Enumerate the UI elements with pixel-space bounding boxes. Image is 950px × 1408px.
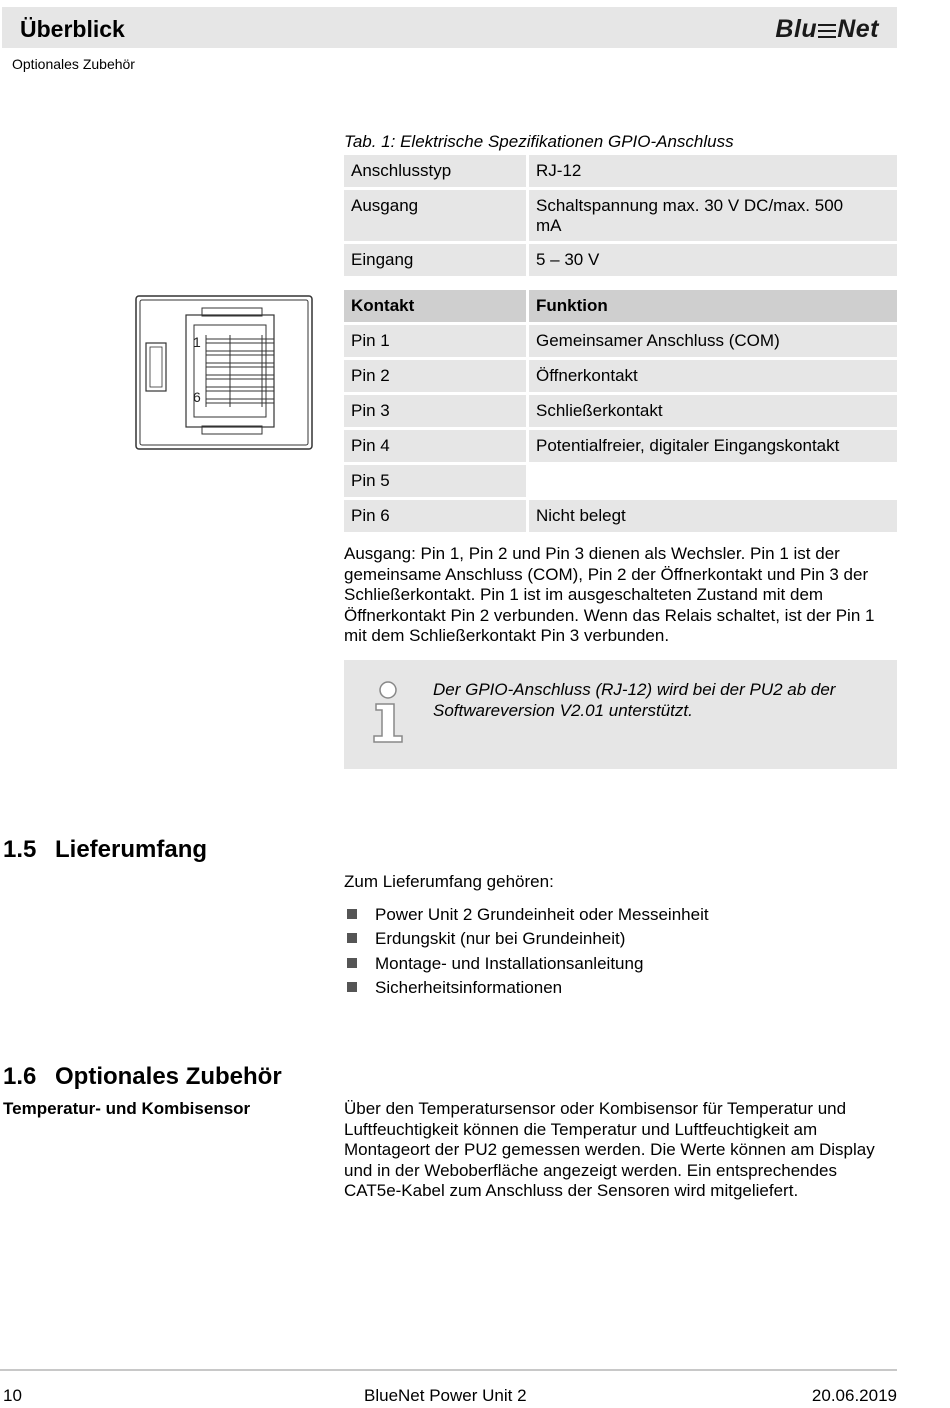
table-row [344, 244, 897, 276]
section-heading-1-5 [3, 836, 207, 864]
footer-divider [0, 1369, 897, 1371]
pin-cell: Pin 5 [344, 465, 526, 497]
list-item [344, 927, 709, 951]
page-subtitle: Optionales Zubehör [12, 56, 135, 72]
function-cell: Schließerkontakt [529, 395, 897, 427]
pin-cell: Pin 6 [344, 500, 526, 532]
logo-text-right: Net [837, 15, 879, 43]
table-cell-label: Ausgang [344, 190, 526, 241]
table-row [344, 360, 897, 392]
table-caption: Tab. 1: Elektrische Spezifikationen GPIO-Anschluss [344, 132, 734, 151]
table-row [344, 325, 897, 357]
table-row [344, 190, 897, 241]
section-title: Lieferumfang [55, 836, 208, 863]
sensor-description: Über den Temperatursensor oder Kombisensor für Temperatur und Luftfeuchtigkeit können die Temperatur und Luftfeuchtigkeit am Montageort der PU2 gemessen werden. Die Werte können am Display und in der Weboberfläche angezeigt werden. Ein entsprechendes CAT5e-Kabel zum Anschluss der Sensoren wird mitgeliefert. [344, 1099, 875, 1201]
pin-cell: Pin 4 [344, 430, 526, 462]
table-cell-value: Schaltspannung max. 30 V DC/max. 500 mA [529, 190, 897, 241]
table-row [344, 430, 897, 462]
info-note [344, 660, 897, 769]
table-header-row [344, 290, 897, 322]
table-cell-label: Eingang [344, 244, 526, 276]
note-text: Der GPIO-Anschluss (RJ-12) wird bei der PU2 ab der Softwareversion V2.01 unterstützt. [433, 680, 836, 720]
page-number: 10 [3, 1386, 22, 1405]
bullet-square-icon [347, 933, 357, 943]
logo-text-left: Blu [775, 15, 818, 43]
pin-label-1: 1 [193, 334, 201, 350]
function-cell: Öffnerkontakt [529, 360, 897, 392]
section-number: 1.6 [3, 1063, 37, 1090]
delivery-list [344, 903, 709, 1000]
table-row [344, 395, 897, 427]
function-cell: Gemeinsamer Anschluss (COM) [529, 325, 897, 357]
pin-cell: Pin 1 [344, 325, 526, 357]
function-cell: Nicht belegt [529, 500, 897, 532]
list-item-text: Erdungskit (nur bei Grundeinheit) [375, 929, 626, 949]
section-heading-1-6 [3, 1063, 282, 1091]
column-header-kontakt: Kontakt [344, 290, 526, 322]
table-cell-value: 5 – 30 V [529, 244, 897, 276]
column-header-funktion: Funktion [529, 290, 897, 322]
bluenet-logo [775, 15, 879, 44]
list-item-text: Sicherheitsinformationen [375, 977, 563, 997]
bullet-square-icon [347, 958, 357, 968]
bullet-square-icon [347, 909, 357, 919]
list-item [344, 952, 709, 976]
sensor-side-heading: Temperatur- und Kombisensor [3, 1099, 251, 1118]
footer-date: 20.06.2019 [811, 1386, 897, 1405]
page-title: Überblick [20, 16, 125, 42]
gpio-spec-table [344, 155, 897, 535]
table-row [344, 465, 897, 497]
output-description: Ausgang: Pin 1, Pin 2 und Pin 3 dienen als Wechsler. Pin 1 ist der gemeinsame Anschluss (COM), Pin 2 der Öffnerkontakt und Pin 3 der Schließerkontakt. Pin 1 ist im ausgeschalteten Zustand mit dem Öffnerkontakt Pin 2 verbunden. Wenn das Relais schaltet, ist der Pin 1 mit dem Schließerkontakt Pin 3 verbunden. [344, 544, 875, 646]
pin-label-6: 6 [193, 389, 201, 405]
pin-cell: Pin 2 [344, 360, 526, 392]
list-item-text: Power Unit 2 Grundeinheit oder Messeinheit [375, 905, 709, 924]
table-cell-value: RJ-12 [529, 155, 897, 187]
logo-bars [818, 24, 836, 38]
footer-product: BlueNet Power Unit 2 [364, 1386, 527, 1405]
function-cell: Potentialfreier, digitaler Eingangskontakt [529, 430, 897, 462]
list-item [344, 903, 709, 927]
table-row [344, 155, 897, 187]
bullet-square-icon [347, 982, 357, 992]
list-item [344, 976, 709, 1000]
page-header [2, 7, 897, 48]
function-cell [529, 465, 897, 497]
info-icon [368, 680, 408, 744]
table-row [344, 500, 897, 532]
table-cell-label: Anschlusstyp [344, 155, 526, 187]
rj12-connector-diagram [134, 295, 314, 451]
section-number: 1.5 [3, 836, 37, 863]
list-item-text: Montage- und Installationsanleitung [375, 953, 644, 973]
section-title: Optionales Zubehör [55, 1063, 282, 1090]
delivery-intro: Zum Lieferumfang gehören: [344, 872, 554, 891]
pin-cell: Pin 3 [344, 395, 526, 427]
